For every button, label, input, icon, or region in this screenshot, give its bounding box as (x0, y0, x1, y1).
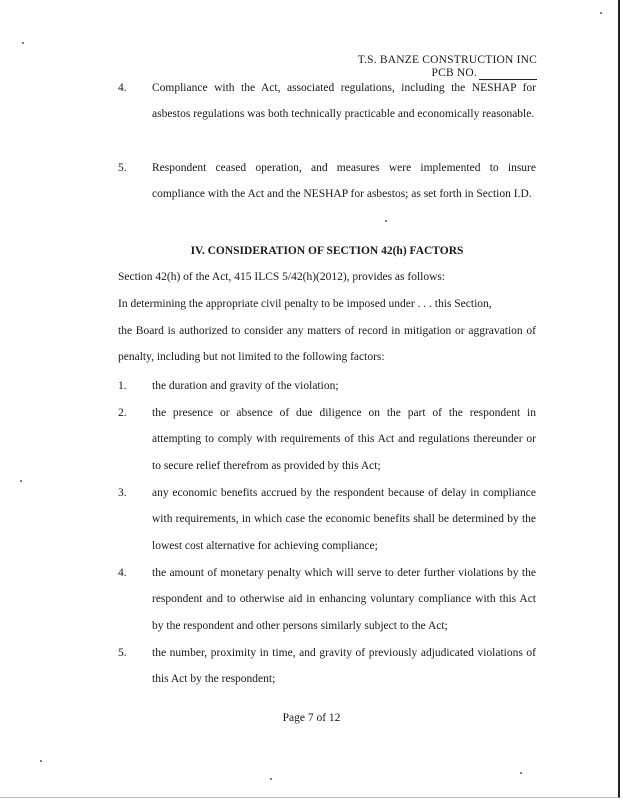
scan-speck (22, 42, 24, 44)
factor-number: 5. (118, 647, 127, 659)
factor-text: the presence or absence of due diligence on the part of the respondent in attempting to comply with requirements of this Act and regulations thereunder or to secure relief therefrom as provided by this Act; (152, 407, 536, 472)
case-name: T.S. BANZE CONSTRUCTION INC (357, 54, 537, 66)
scan-speck (270, 778, 272, 780)
pcb-label: PCB NO. (431, 67, 477, 79)
factor-number: 2. (118, 407, 127, 419)
scan-speck (600, 12, 602, 14)
quote-rest: the Board is authorized to consider any matters of record in mitigation or aggravation of penalty, including but not limited to the following factors: (118, 325, 536, 363)
continued-item-text: Compliance with the Act, associated regulations, including the NESHAP for asbestos regulations was both technically practicable and economically reasonable. (152, 82, 536, 121)
scan-speck (520, 772, 522, 774)
section-heading: IV. CONSIDERATION OF SECTION 42(h) FACTORS (190, 245, 464, 257)
page-number: Page 7 of 12 (282, 712, 341, 724)
continued-item-number: 4. (118, 82, 127, 94)
section-intro: Section 42(h) of the Act, 415 ILCS 5/42(h)(2012), provides as follows: (118, 271, 446, 283)
factor-text: the duration and gravity of the violation; (152, 380, 339, 392)
scan-speck (20, 480, 22, 482)
scan-speck (40, 760, 42, 762)
continued-item-number: 5. (118, 162, 127, 174)
factor-number: 3. (118, 487, 127, 499)
factor-number: 1. (118, 380, 127, 392)
factor-number: 4. (118, 567, 127, 579)
factor-text: the amount of monetary penalty which will serve to deter further violations by the respondent and to otherwise aid in enhancing voluntary compliance with this Act by the respondent and other persons similarly subject to the Act; (152, 567, 536, 632)
continued-item-text: Respondent ceased operation, and measures were implemented to insure compliance with the Act and the NESHAP for asbestos; as set forth in Section I.D. (152, 162, 536, 201)
scan-speck (385, 220, 387, 222)
factor-text: any economic benefits accrued by the respondent because of delay in compliance with requirements, in which case the economic benefits shall be determined by the lowest cost alternative for achieving compliance; (152, 487, 536, 552)
quote-line-1: In determining the appropriate civil penalty to be imposed under . . . this Section, (118, 298, 492, 310)
factor-text: the number, proximity in time, and gravity of previously adjudicated violations of this Act by the respondent; (152, 647, 536, 686)
